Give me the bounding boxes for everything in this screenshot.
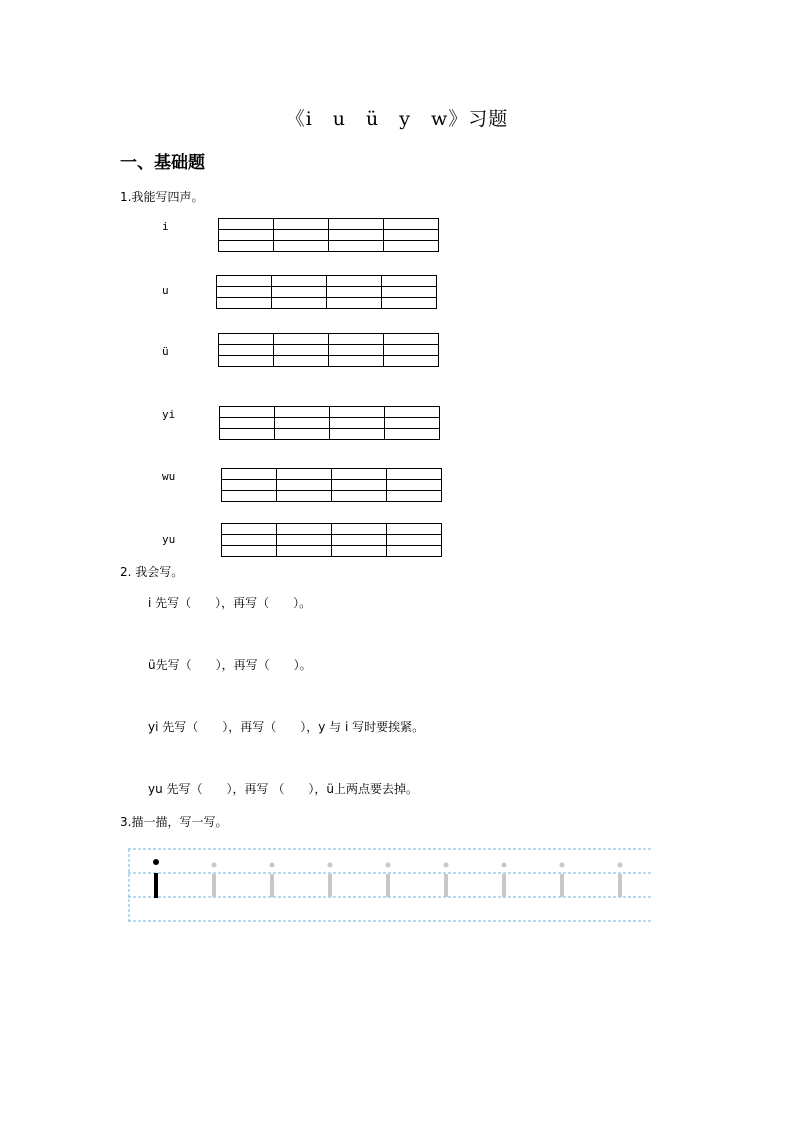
tracing-practice-grid bbox=[128, 848, 651, 922]
fill-in-line: yu 先写（ ），再写 （ ），ü上两点要去掉。 bbox=[148, 782, 418, 796]
four-line-grid bbox=[216, 275, 437, 309]
tone-row-label: ü bbox=[162, 345, 169, 358]
tone-row-label: i bbox=[162, 220, 169, 233]
four-line-grid bbox=[218, 218, 439, 252]
letter-i-model bbox=[153, 859, 159, 898]
trace-letters bbox=[212, 863, 623, 898]
trace-letter-i bbox=[502, 863, 507, 898]
question-2-prompt: 2. 我会写。 bbox=[120, 565, 184, 579]
tone-row-label: yu bbox=[162, 533, 176, 546]
trace-letter-i bbox=[270, 863, 275, 898]
tone-row-label: yi bbox=[162, 408, 176, 421]
four-line-grid bbox=[218, 333, 439, 367]
four-line-grid bbox=[221, 523, 442, 557]
trace-letter-i bbox=[386, 863, 391, 898]
tone-row-label: wu bbox=[162, 470, 176, 483]
trace-letter-i bbox=[328, 863, 333, 898]
trace-letter-i bbox=[212, 863, 217, 898]
question-3-prompt: 3.描一描，写一写。 bbox=[120, 815, 228, 829]
tone-row-label: u bbox=[162, 284, 169, 297]
trace-letter-i bbox=[618, 863, 623, 898]
four-line-grid bbox=[219, 406, 440, 440]
fill-in-line: ü先写（ ），再写（ ）。 bbox=[148, 658, 312, 672]
four-line-grid bbox=[221, 468, 442, 502]
trace-letter-i bbox=[444, 863, 449, 898]
question-1-prompt: 1.我能写四声。 bbox=[120, 190, 204, 204]
worksheet-title: 《i u ü y w》习题 bbox=[285, 108, 509, 130]
fill-in-line: yi 先写（ ），再写（ ），y 与 i 写时要挨紧。 bbox=[148, 720, 425, 734]
trace-letter-i bbox=[560, 863, 565, 898]
fill-in-line: i 先写（ ），再写（ ）。 bbox=[148, 596, 312, 610]
section-heading: 一、基础题 bbox=[120, 153, 205, 173]
